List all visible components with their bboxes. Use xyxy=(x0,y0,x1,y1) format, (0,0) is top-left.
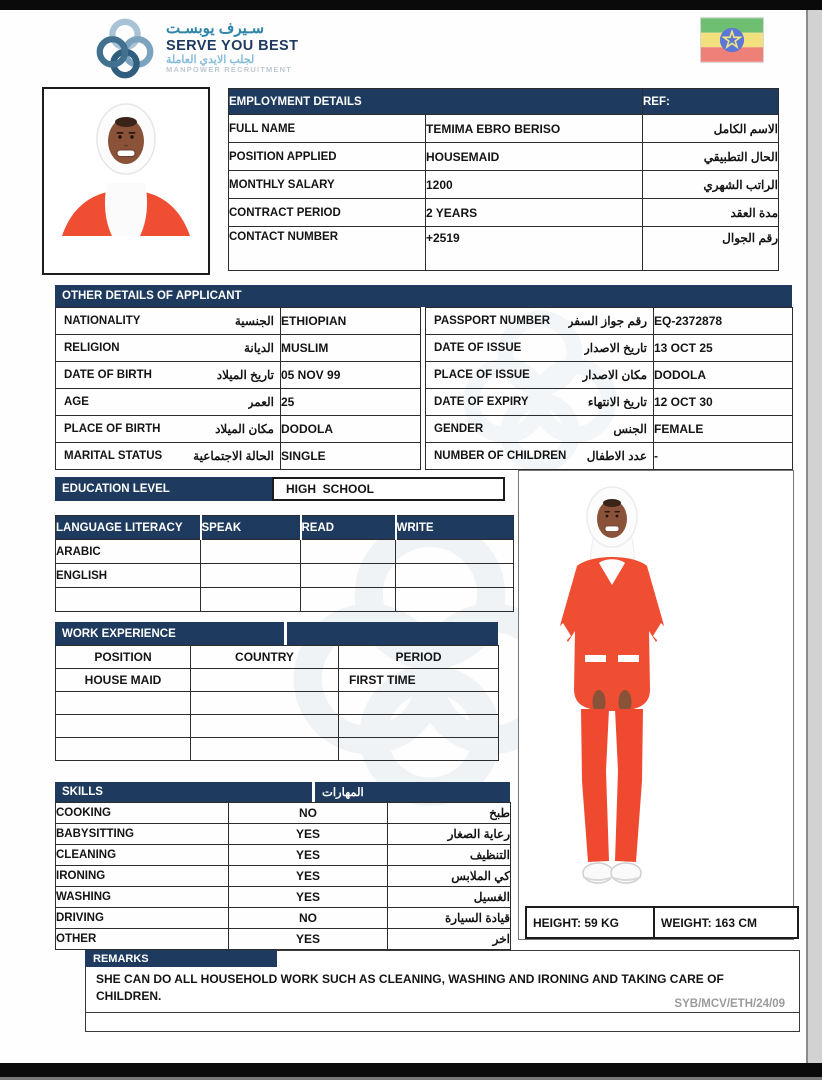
work-experience-table xyxy=(55,645,499,761)
cooking-label: COOKING xyxy=(56,803,229,824)
table-row xyxy=(56,803,511,824)
table-row xyxy=(426,308,793,335)
age-value: 25 xyxy=(281,389,421,416)
agency-logo-text xyxy=(166,21,298,75)
babysitting-value: YES xyxy=(229,824,388,845)
date-of-birth-label-arabic: تاريخ الميلاد xyxy=(216,368,274,382)
date-of-expiry-value: 12 OCT 30 xyxy=(654,389,793,416)
date-of-expiry-label-arabic: تاريخ الانتهاء xyxy=(587,395,647,409)
place-of-issue-value: DODOLA xyxy=(654,362,793,389)
other-details-header: OTHER DETAILS OF APPLICANT xyxy=(55,285,792,307)
place-of-issue-label: PLACE OF ISSUE xyxy=(434,369,530,381)
agency-logo xyxy=(92,12,352,84)
language-arabic-label: ARABIC xyxy=(56,540,201,564)
driving-value: NO xyxy=(229,908,388,929)
driving-label: DRIVING xyxy=(56,908,229,929)
full-name-label-arabic: الاسم الكامل xyxy=(643,115,779,143)
experience-period-value: FIRST TIME xyxy=(339,669,499,692)
marital-status-label-arabic: الحالة الاجتماعية xyxy=(193,449,274,463)
work-experience-header-bar xyxy=(55,622,498,645)
table-row xyxy=(56,443,421,470)
language-literacy-header: LANGUAGE LITERACY xyxy=(56,516,201,540)
washing-label-arabic: الغسيل xyxy=(388,887,511,908)
table-row xyxy=(426,362,793,389)
position-applied-label-arabic: الحال التطبيقي xyxy=(643,143,779,171)
contract-period-label: CONTRACT PERIOD xyxy=(229,199,426,227)
contract-period-value: 2 YEARS xyxy=(426,199,643,227)
table-row xyxy=(56,908,511,929)
religion-value: MUSLIM xyxy=(281,335,421,362)
cooking-value: NO xyxy=(229,803,388,824)
height-value: HEIGHT: 59 KG xyxy=(525,906,660,939)
work-experience-header: WORK EXPERIENCE xyxy=(55,622,287,645)
employment-details-header: EMPLOYMENT DETAILS xyxy=(229,89,643,115)
arabic-speak-cell xyxy=(201,540,301,564)
english-read-cell xyxy=(301,564,396,588)
contract-period-label-arabic: مدة العقد xyxy=(643,199,779,227)
table-row xyxy=(229,227,779,271)
skills-table xyxy=(55,802,511,950)
gender-value: FEMALE xyxy=(654,416,793,443)
other-skill-value: YES xyxy=(229,929,388,950)
document-ref-code: SYB/MCV/ETH/24/09 xyxy=(674,998,785,1010)
contact-number-value: +2519 xyxy=(426,227,643,271)
place-of-birth-value: DODOLA xyxy=(281,416,421,443)
position-applied-value: HOUSEMAID xyxy=(426,143,643,171)
skills-header: SKILLS xyxy=(55,782,315,802)
top-black-bar xyxy=(0,0,822,10)
portrait-illustration xyxy=(44,89,208,273)
ironing-label: IRONING xyxy=(56,866,229,887)
experience-country-value xyxy=(191,669,339,692)
place-of-birth-label-arabic: مكان الميلاد xyxy=(215,422,274,436)
table-row xyxy=(426,443,793,470)
applicant-full-body-photo xyxy=(518,470,794,940)
position-applied-label: POSITION APPLIED xyxy=(229,143,426,171)
speak-header: SPEAK xyxy=(201,516,301,540)
ref-header: REF: xyxy=(643,89,779,115)
table-row xyxy=(426,389,793,416)
ironing-label-arabic: كي الملابس xyxy=(388,866,511,887)
full-body-illustration xyxy=(519,471,792,901)
table-row xyxy=(229,115,779,143)
number-of-children-value: - xyxy=(654,443,793,470)
table-row xyxy=(56,845,511,866)
agency-tagline-arabic: لجلب الايدي العاملة xyxy=(166,54,255,67)
cleaning-label-arabic: التنظيف xyxy=(388,845,511,866)
date-of-issue-label: DATE OF ISSUE xyxy=(434,342,522,354)
language-empty-label xyxy=(56,588,201,612)
other-skill-label: OTHER xyxy=(56,929,229,950)
bottom-black-bar xyxy=(0,1063,822,1077)
remarks-section xyxy=(85,950,800,1032)
other-skill-label-arabic: اخر xyxy=(388,929,511,950)
empty-speak-cell xyxy=(201,588,301,612)
arabic-read-cell xyxy=(301,540,396,564)
age-label: AGE xyxy=(64,396,89,408)
other-details-right-table xyxy=(425,307,793,470)
work-experience-header-extension xyxy=(287,622,498,645)
table-row xyxy=(56,416,421,443)
english-speak-cell xyxy=(201,564,301,588)
passport-number-label-arabic: رقم جواز السفر xyxy=(567,314,647,328)
agency-name-arabic: سـيرف يوبسـت xyxy=(166,20,265,38)
passport-number-value: EQ-2372878 xyxy=(654,308,793,335)
nationality-value: ETHIOPIAN xyxy=(281,308,421,335)
date-of-expiry-label: DATE OF EXPIRY xyxy=(434,396,529,408)
page-right-gray-strip xyxy=(808,10,822,1080)
table-row xyxy=(56,308,421,335)
washing-label: WASHING xyxy=(56,887,229,908)
ethiopia-flag xyxy=(700,17,764,63)
babysitting-label-arabic: رعاية الصغار xyxy=(388,824,511,845)
full-name-label: FULL NAME xyxy=(229,115,426,143)
full-name-value: TEMIMA EBRO BERISO xyxy=(426,115,643,143)
marital-status-label: MARITAL STATUS xyxy=(64,450,163,462)
nationality-label: NATIONALITY xyxy=(64,315,141,327)
passport-number-label: PASSPORT NUMBER xyxy=(434,315,551,327)
date-of-birth-value: 05 NOV 99 xyxy=(281,362,421,389)
empty-write-cell xyxy=(396,588,514,612)
table-row xyxy=(56,929,511,950)
education-level-label: EDUCATION LEVEL xyxy=(55,477,272,501)
weight-value: WEIGHT: 163 CM xyxy=(653,906,799,939)
table-row xyxy=(56,540,514,564)
cleaning-label: CLEANING xyxy=(56,845,229,866)
agency-name: SERVE YOU BEST xyxy=(166,37,299,54)
table-row xyxy=(56,824,511,845)
country-header: COUNTRY xyxy=(191,646,339,669)
date-of-issue-label-arabic: تاريخ الاصدار xyxy=(583,341,647,355)
driving-label-arabic: قيادة السيارة xyxy=(388,908,511,929)
place-of-issue-label-arabic: مكان الاصدار xyxy=(582,368,647,382)
remarks-header: REMARKS xyxy=(85,950,277,967)
table-row xyxy=(56,669,499,692)
monthly-salary-value: 1200 xyxy=(426,171,643,199)
washing-value: YES xyxy=(229,887,388,908)
contact-number-label: CONTACT NUMBER xyxy=(229,227,426,271)
table-row xyxy=(56,335,421,362)
write-header: WRITE xyxy=(396,516,514,540)
agency-logo-icon xyxy=(92,15,158,81)
date-of-birth-label: DATE OF BIRTH xyxy=(64,369,152,381)
position-header: POSITION xyxy=(56,646,191,669)
empty-read-cell xyxy=(301,588,396,612)
gender-label: GENDER xyxy=(434,423,484,435)
employment-details-table xyxy=(228,88,779,271)
read-header: READ xyxy=(301,516,396,540)
table-row xyxy=(56,866,511,887)
place-of-birth-label: PLACE OF BIRTH xyxy=(64,423,161,435)
period-header: PERIOD xyxy=(339,646,499,669)
table-row xyxy=(426,416,793,443)
agency-tagline: MANPOWER RECRUITMENT xyxy=(166,65,293,75)
table-row xyxy=(56,738,499,761)
table-row xyxy=(56,715,499,738)
monthly-salary-label-arabic: الراتب الشهري xyxy=(643,171,779,199)
marital-status-value: SINGLE xyxy=(281,443,421,470)
cooking-label-arabic: طبخ xyxy=(388,803,511,824)
date-of-issue-value: 13 OCT 25 xyxy=(654,335,793,362)
remarks-text: SHE CAN DO ALL HOUSEHOLD WORK SUCH AS CLEANING, WASHING AND IRONING AND TAKING CARE OF CHILDREN. xyxy=(96,972,724,1003)
table-row xyxy=(56,362,421,389)
table-row xyxy=(229,199,779,227)
monthly-salary-label: MONTHLY SALARY xyxy=(229,171,426,199)
table-row xyxy=(229,143,779,171)
table-row xyxy=(56,389,421,416)
table-row xyxy=(56,564,514,588)
religion-label-arabic: الديانة xyxy=(243,341,274,355)
gender-label-arabic: الجنس xyxy=(613,422,647,436)
skills-header-bar xyxy=(55,782,510,802)
table-row xyxy=(229,171,779,199)
education-level-value: HIGH SCHOOL xyxy=(272,477,505,501)
arabic-write-cell xyxy=(396,540,514,564)
language-literacy-table xyxy=(55,515,514,612)
contact-number-label-arabic: رقم الجوال xyxy=(643,227,779,271)
table-row xyxy=(426,335,793,362)
experience-position-value: HOUSE MAID xyxy=(56,669,191,692)
number-of-children-label-arabic: عدد الاطفال xyxy=(586,449,647,463)
english-write-cell xyxy=(396,564,514,588)
cleaning-value: YES xyxy=(229,845,388,866)
table-row xyxy=(56,588,514,612)
number-of-children-label: NUMBER OF CHILDREN xyxy=(434,450,567,462)
nationality-label-arabic: الجنسية xyxy=(234,314,274,328)
age-label-arabic: العمر xyxy=(247,395,274,409)
ironing-value: YES xyxy=(229,866,388,887)
babysitting-label: BABYSITTING xyxy=(56,824,229,845)
applicant-portrait-photo xyxy=(42,87,210,275)
skills-header-arabic: المهارات xyxy=(315,782,510,802)
remarks-divider xyxy=(86,1012,799,1013)
table-row xyxy=(56,692,499,715)
other-details-left-table xyxy=(55,307,421,470)
table-row xyxy=(56,887,511,908)
religion-label: RELIGION xyxy=(64,342,120,354)
language-english-label: ENGLISH xyxy=(56,564,201,588)
